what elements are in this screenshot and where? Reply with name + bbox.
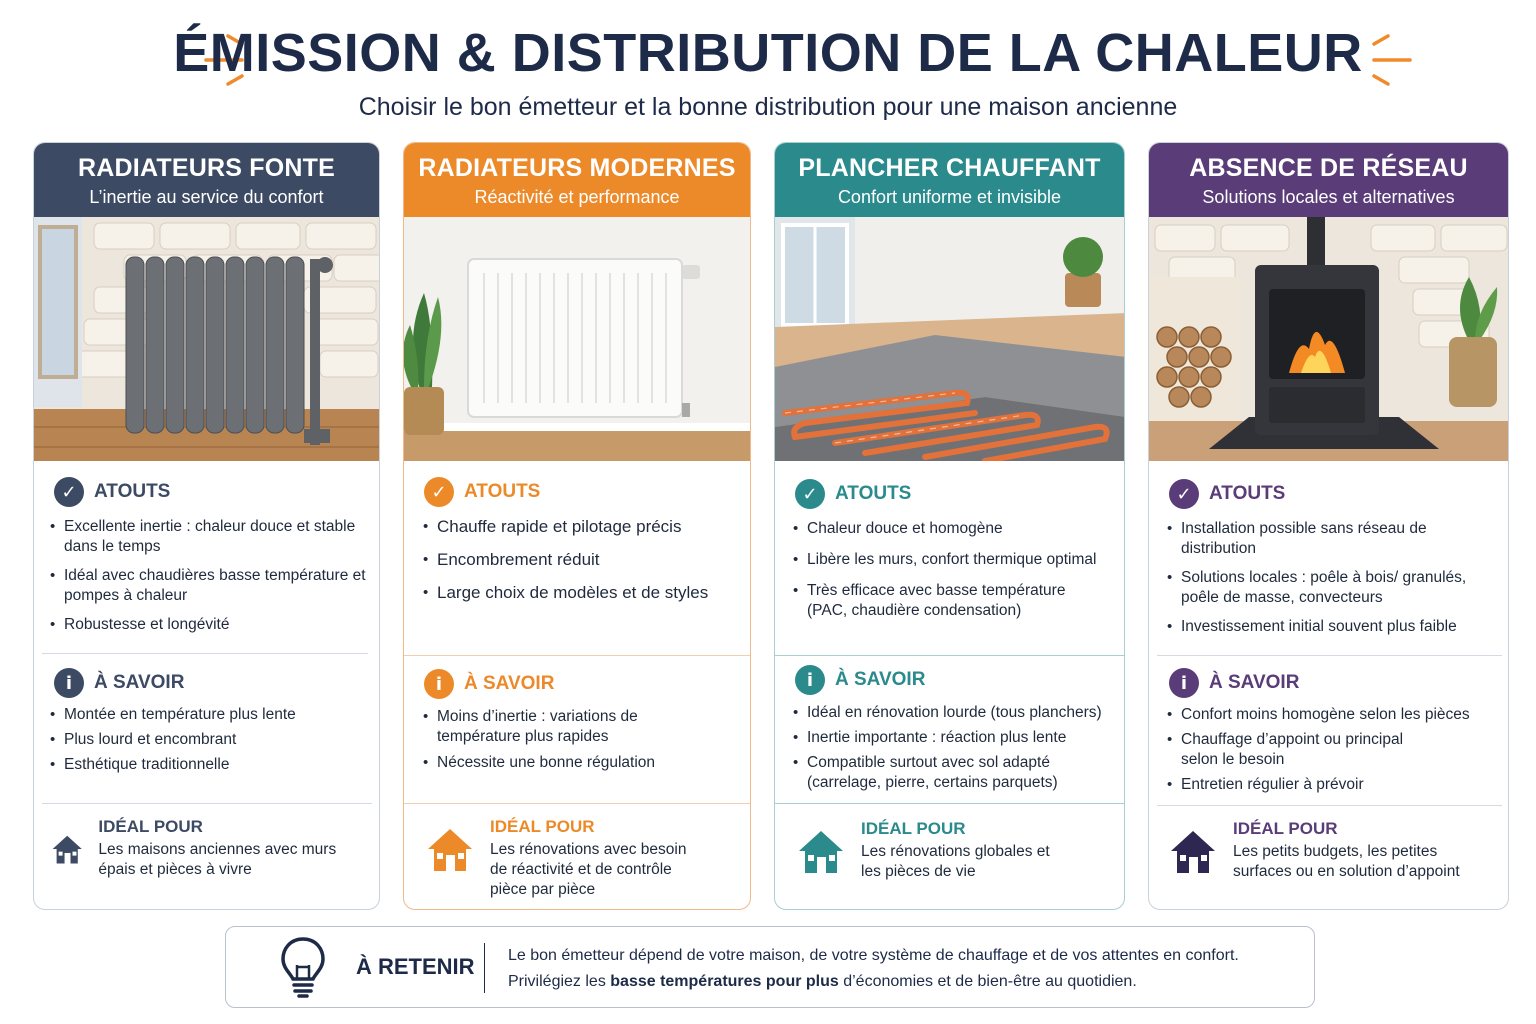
divider (775, 803, 1125, 804)
retain-text (508, 943, 1239, 995)
list-item: • Chaleur douce et homogène (791, 519, 1121, 539)
info-icon: i (424, 669, 454, 699)
atouts-list (791, 519, 1121, 621)
ideal-label: IDÉAL POUR (490, 817, 595, 836)
card-absence-de-reseau (1148, 142, 1509, 910)
savoir-heading (54, 668, 184, 698)
card-header (775, 143, 1124, 217)
list-item: • Solutions locales : poêle à bois/ granulés, poêle de masse, convecteurs (1165, 568, 1475, 608)
atouts-label: ATOUTS (464, 481, 541, 502)
list-item: • Compatible surtout avec sol adapté (carrelage, pierre, certains parquets) (791, 753, 1081, 793)
card-title: ABSENCE DE RÉSEAU (1189, 154, 1468, 182)
list-item: • Chauffage d’appoint ou principal selon le besoin (1165, 730, 1435, 770)
check-icon: ✓ (54, 477, 84, 507)
savoir-list (1165, 705, 1495, 795)
ideal-text: Les maisons anciennes avec murs épais et pièces à vivre (98, 841, 337, 878)
cast-iron-radiator-photo (34, 217, 379, 461)
list-item: • Idéal en rénovation lourde (tous planchers) (791, 703, 1121, 723)
card-radiateurs-modernes (403, 142, 751, 910)
retain-line-2-end: d’économies et de bien-être au quotidien. (838, 973, 1137, 990)
savoir-heading (795, 665, 925, 695)
savoir-heading (1169, 668, 1299, 698)
retain-divider (484, 943, 485, 993)
list-item: • Large choix de modèles et de styles (421, 583, 741, 603)
card-tagline: Réactivité et performance (474, 187, 680, 207)
info-icon: i (54, 668, 84, 698)
atouts-label: ATOUTS (1209, 483, 1286, 504)
ideal-block (795, 819, 1105, 882)
list-item: • Chauffe rapide et pilotage précis (421, 517, 741, 537)
list-item: • Robustesse et longévité (48, 615, 368, 635)
savoir-list (48, 705, 368, 775)
retain-title: À RETENIR (356, 954, 475, 979)
list-item: • Très efficace avec basse température (PAC, chaudière condensation) (791, 581, 1081, 621)
card-header (404, 143, 750, 217)
underfloor-heating-photo (775, 217, 1124, 461)
page-title: ÉMISSION & DISTRIBUTION DE LA CHALEUR (173, 23, 1363, 83)
ideal-block (50, 817, 360, 880)
divider (42, 803, 372, 804)
savoir-label: À SAVOIR (835, 669, 926, 690)
ideal-text: Les rénovations avec besoin de réactivité et de contrôle pièce par pièce (490, 841, 687, 898)
ideal-label: IDÉAL POUR (98, 817, 203, 836)
retain-box (225, 926, 1315, 1008)
savoir-heading (424, 669, 554, 699)
atouts-list (421, 517, 741, 603)
atouts-label: ATOUTS (835, 483, 912, 504)
atouts-heading (795, 479, 911, 509)
house-icon (50, 823, 84, 875)
card-plancher-chauffant (774, 142, 1125, 910)
divider (775, 655, 1125, 656)
house-icon (1167, 825, 1219, 877)
retain-line-2-emphasis: basse températures pour plus (610, 973, 839, 990)
atouts-heading (424, 477, 540, 507)
check-icon: ✓ (795, 479, 825, 509)
list-item: • Entretien régulier à prévoir (1165, 775, 1495, 795)
list-item: • Investissement initial souvent plus faible (1165, 617, 1475, 637)
lightbulb-icon (278, 935, 328, 999)
ideal-block (1167, 819, 1497, 882)
card-tagline: Solutions locales et alternatives (1202, 187, 1455, 207)
ideal-block (424, 817, 734, 900)
list-item: • Encombrement réduit (421, 550, 741, 570)
divider (42, 653, 368, 654)
savoir-label: À SAVOIR (94, 672, 185, 693)
list-item: • Inertie importante : réaction plus lente (791, 728, 1121, 748)
list-item: • Installation possible sans réseau de distribution (1165, 519, 1435, 559)
card-tagline: L’inertie au service du confort (89, 187, 324, 207)
panel-radiator-photo (404, 217, 750, 461)
check-icon: ✓ (1169, 479, 1199, 509)
wood-stove-photo (1149, 217, 1508, 461)
card-header (34, 143, 379, 217)
list-item: • Nécessite une bonne régulation (421, 753, 721, 773)
savoir-list (791, 703, 1121, 793)
retain-line-1: Le bon émetteur dépend de votre maison, de votre système de chauffage et de vos attentes en confort. (508, 947, 1239, 964)
card-header (1149, 143, 1508, 217)
list-item: • Esthétique traditionnelle (48, 755, 368, 775)
list-item: • Moins d’inertie : variations de température plus rapides (421, 707, 721, 747)
card-title: RADIATEURS MODERNES (418, 154, 736, 182)
atouts-list (48, 517, 368, 635)
card-tagline: Confort uniforme et invisible (837, 187, 1062, 207)
house-icon (795, 825, 847, 877)
savoir-list (421, 707, 721, 773)
list-item: • Excellente inertie : chaleur douce et stable dans le temps (48, 517, 368, 557)
ideal-label: IDÉAL POUR (1233, 819, 1338, 838)
list-item: • Plus lourd et encombrant (48, 730, 368, 750)
info-icon: i (1169, 668, 1199, 698)
retain-line-2 (508, 969, 1239, 995)
house-icon (424, 823, 476, 875)
divider (1157, 805, 1502, 806)
ideal-text: Les rénovations globales et les pièces de vie (861, 843, 1050, 880)
check-icon: ✓ (424, 477, 454, 507)
divider (404, 655, 751, 656)
divider (1157, 655, 1502, 656)
atouts-heading (54, 477, 170, 507)
card-title: PLANCHER CHAUFFANT (798, 154, 1101, 182)
savoir-label: À SAVOIR (1209, 672, 1300, 693)
list-item: • Idéal avec chaudières basse température et pompes à chaleur (48, 566, 368, 606)
atouts-heading (1169, 479, 1285, 509)
atouts-list (1165, 519, 1475, 637)
divider (404, 803, 751, 804)
list-item: • Montée en température plus lente (48, 705, 368, 725)
list-item: • Confort moins homogène selon les pièces (1165, 705, 1495, 725)
info-icon: i (795, 665, 825, 695)
list-item: • Libère les murs, confort thermique optimal (791, 550, 1121, 570)
atouts-label: ATOUTS (94, 481, 171, 502)
retain-line-2-start: Privilégiez les (508, 973, 611, 990)
card-radiateurs-fonte (33, 142, 380, 910)
card-title: RADIATEURS FONTE (78, 154, 335, 182)
ideal-label: IDÉAL POUR (861, 819, 966, 838)
ideal-text: Les petits budgets, les petites surfaces ou en solution d’appoint (1233, 843, 1460, 880)
savoir-label: À SAVOIR (464, 673, 555, 694)
page-subtitle: Choisir le bon émetteur et la bonne distribution pour une maison ancienne (358, 93, 1178, 121)
